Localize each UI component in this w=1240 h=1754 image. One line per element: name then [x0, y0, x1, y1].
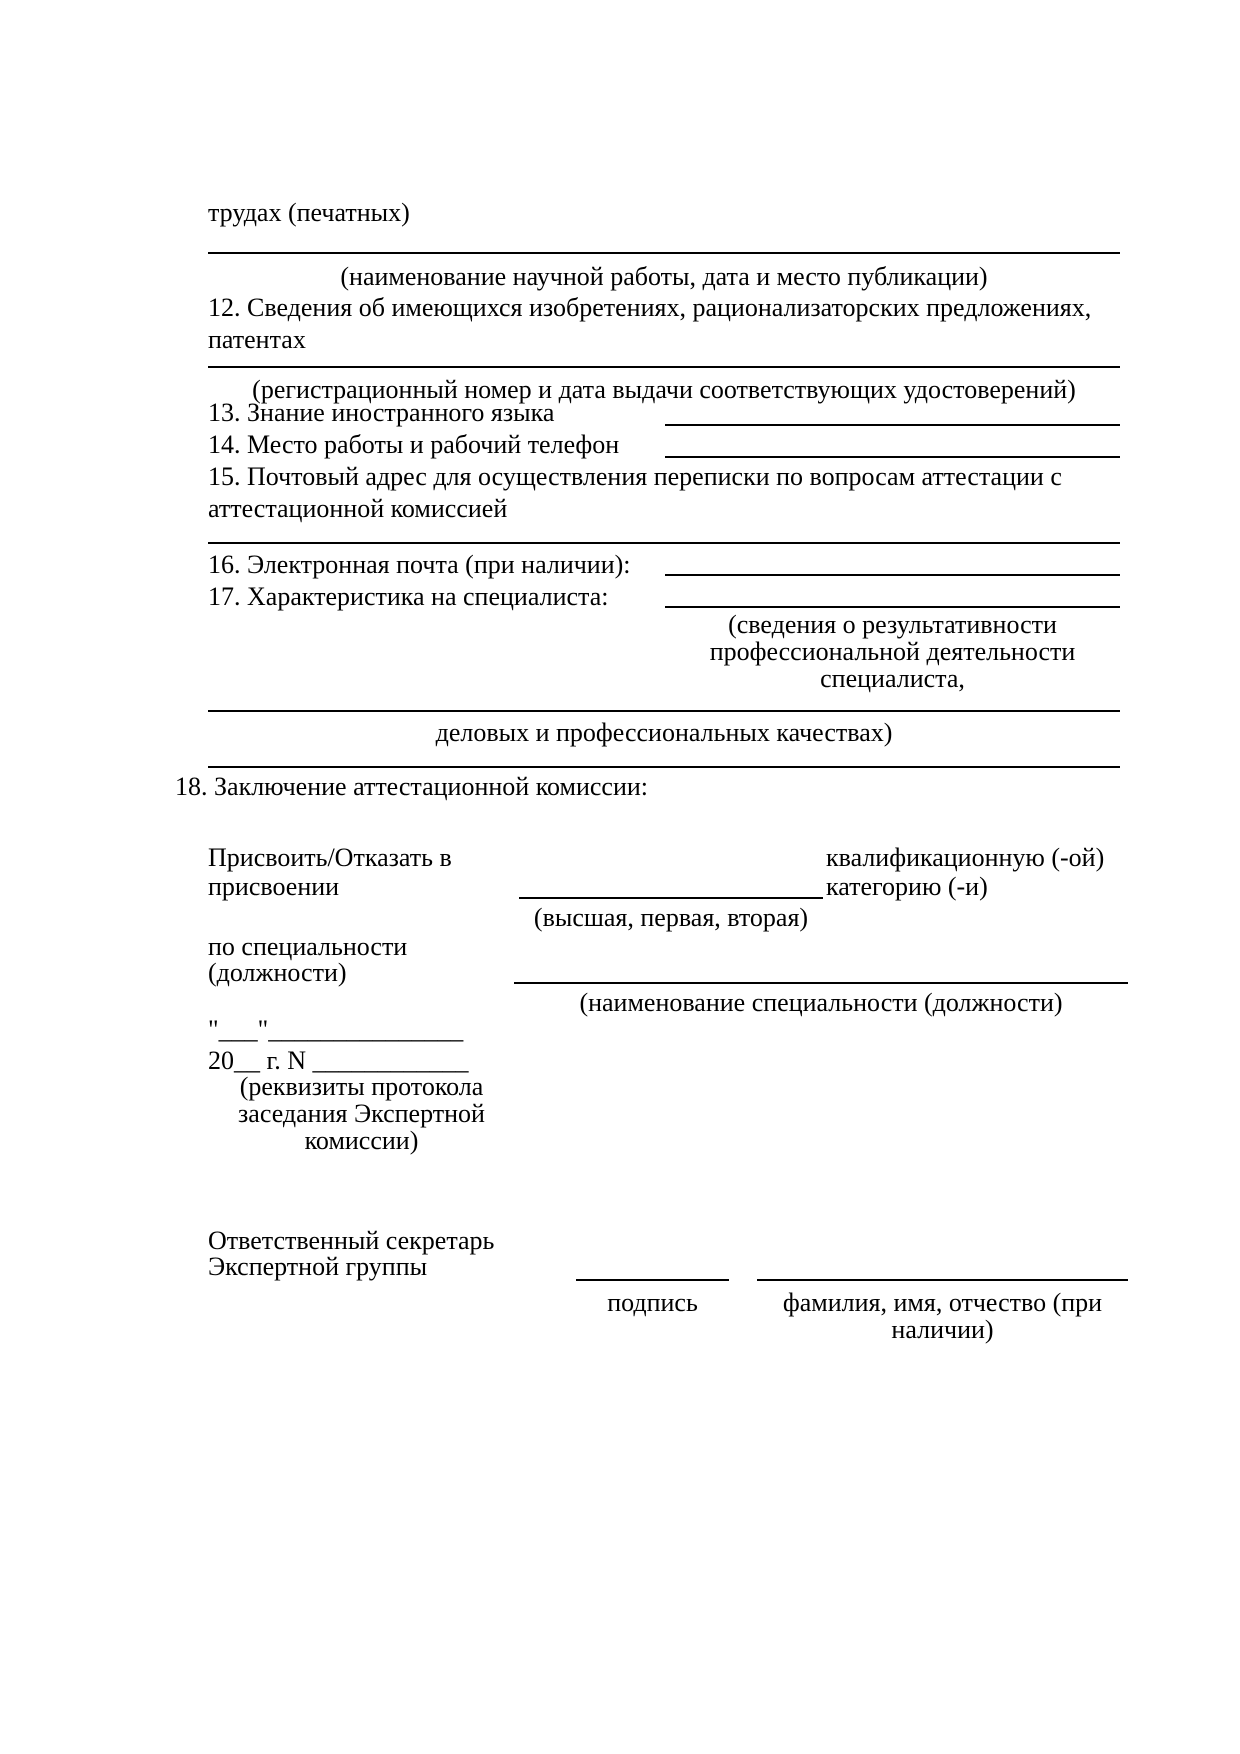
caption-registration: (регистрационный номер и дата выдачи соответствующих удостоверений): [252, 375, 1076, 404]
specialty-label-line2: (должности): [208, 958, 347, 987]
caption-protocol-line2: заседания Экспертной: [238, 1099, 485, 1128]
item12-text-line1: 12. Сведения об имеющихся изобретениях, рационализаторских предложениях,: [208, 293, 1092, 322]
item13-text: 13. Знание иностранного языка: [208, 398, 555, 427]
secretary-label-line1: Ответственный секретарь: [208, 1226, 495, 1255]
caption-category: (высшая, первая, вторая): [533, 903, 809, 932]
assign-label-line2: присвоении: [208, 872, 340, 901]
blank-line-item14: [665, 456, 1120, 458]
item16-text: 16. Электронная почта (при наличии):: [208, 550, 631, 579]
assign-label-line1: Присвоить/Отказать в: [208, 843, 452, 872]
protocol-number-blank-text: 20__ г. N ____________: [208, 1046, 469, 1075]
caption-fullname-line1: фамилия, имя, отчество (при: [782, 1288, 1103, 1317]
caption-protocol-line3: комиссии): [304, 1126, 419, 1155]
blank-line-item13: [665, 424, 1120, 426]
item11-tail-text: трудах (печатных): [208, 198, 410, 227]
qualification-label-line2: категорию (-и): [826, 872, 988, 901]
caption-fullname-line2: наличии): [891, 1315, 994, 1344]
item18-text: 18. Заключение аттестационной комиссии:: [175, 772, 649, 801]
caption-publication: (наименование научной работы, дата и место публикации): [340, 262, 988, 291]
caption-specialty: (наименование специальности (должности): [579, 988, 1063, 1017]
caption-protocol-line1: (реквизиты протокола: [239, 1072, 484, 1101]
blank-line-specialty: [514, 982, 1128, 984]
blank-line-item12: [208, 366, 1120, 368]
secretary-label-line2: Экспертной группы: [208, 1252, 428, 1281]
blank-line-signature: [576, 1279, 729, 1281]
caption-characteristic-line1: (сведения о результативности: [728, 610, 1057, 639]
blank-line-item15: [208, 542, 1120, 544]
item17-text: 17. Характеристика на специалиста:: [208, 582, 609, 611]
specialty-label-line1: по специальности: [208, 932, 408, 961]
item12-text-line2: патентах: [208, 325, 306, 354]
caption-characteristic-line4: деловых и профессиональных качествах): [435, 718, 893, 747]
blank-line-characteristic-1: [208, 710, 1120, 712]
qualification-label-line1: квалификационную (-ой): [826, 843, 1105, 872]
caption-characteristic-line2: профессиональной деятельности: [709, 637, 1076, 666]
caption-signature: подпись: [607, 1288, 698, 1317]
blank-line-category: [519, 897, 823, 899]
item15-text-line1: 15. Почтовый адрес для осуществления переписки по вопросам аттестации с: [208, 462, 1062, 491]
blank-line-item16: [665, 574, 1120, 576]
item14-text: 14. Место работы и рабочий телефон: [208, 430, 620, 459]
blank-line-item11: [208, 252, 1120, 254]
caption-characteristic-line3: специалиста,: [820, 664, 965, 693]
item15-text-line2: аттестационной комиссией: [208, 494, 508, 523]
blank-line-characteristic-2: [208, 766, 1120, 768]
blank-line-item17: [665, 606, 1120, 608]
date-blank-text: "___"_______________: [208, 1015, 464, 1044]
blank-line-fullname: [757, 1279, 1128, 1281]
